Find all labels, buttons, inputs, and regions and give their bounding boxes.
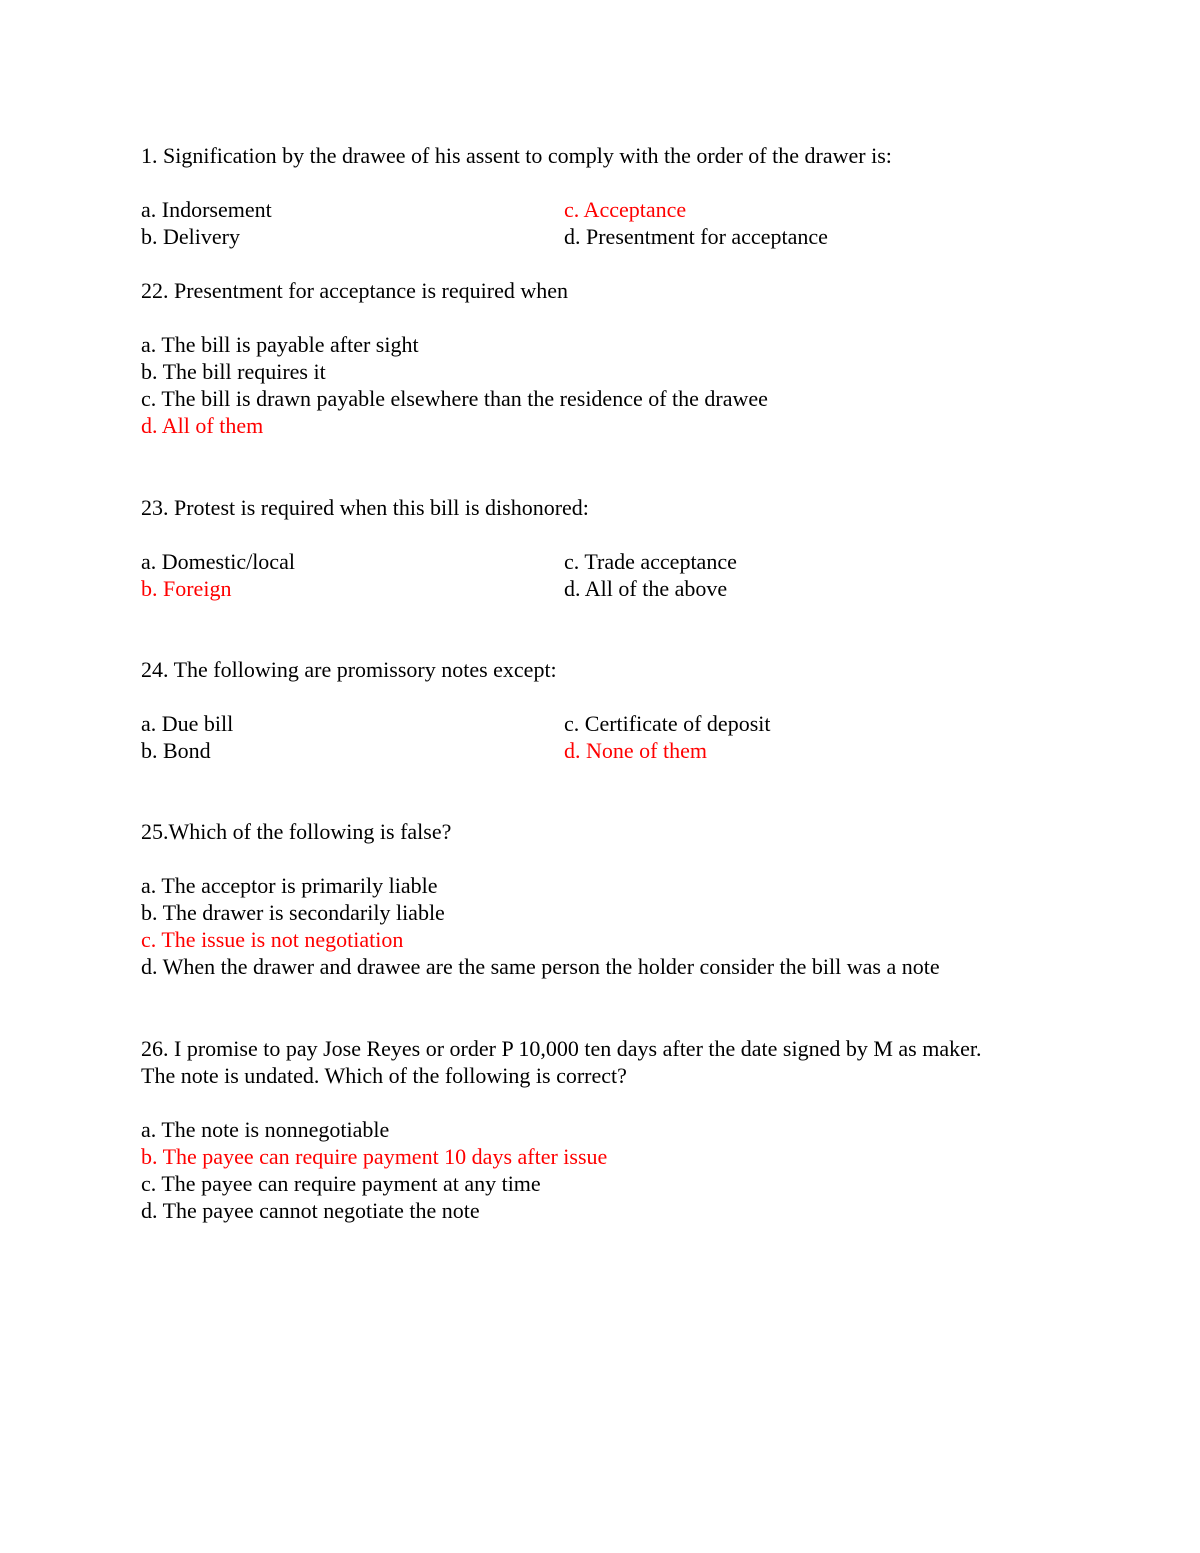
question-23-option-d: d. All of the above (564, 576, 728, 601)
question-23-stem: 23. Protest is required when this bill is dishonored: (141, 495, 589, 520)
question-22-option-a: a. The bill is payable after sight (141, 332, 419, 357)
question-26-option-d: d. The payee cannot negotiate the note (141, 1198, 480, 1223)
question-22-option-c: c. The bill is drawn payable elsewhere than the residence of the drawee (141, 386, 768, 411)
question-26-option-b: b. The payee can require payment 10 days after issue (141, 1144, 608, 1169)
question-22-option-b: b. The bill requires it (141, 359, 326, 384)
question-26-stem-line-1: 26. I promise to pay Jose Reyes or order P 10,000 ten days after the date signed by M as maker. (141, 1036, 982, 1061)
question-25-option-b: b. The drawer is secondarily liable (141, 900, 445, 925)
question-1-option-c: c. Acceptance (564, 197, 687, 222)
question-26-option-a: a. The note is nonnegotiable (141, 1117, 390, 1142)
question-24-option-d: d. None of them (564, 738, 707, 763)
question-25-stem: 25.Which of the following is false? (141, 819, 452, 844)
question-22-stem: 22. Presentment for acceptance is required when (141, 278, 568, 303)
question-25-option-d: d. When the drawer and drawee are the same person the holder consider the bill was a note (141, 954, 940, 979)
question-25-option-c: c. The issue is not negotiation (141, 927, 404, 952)
question-22-option-d: d. All of them (141, 413, 264, 438)
question-1-option-a: a. Indorsement (141, 197, 272, 222)
question-1-option-b: b. Delivery (141, 224, 240, 249)
question-26-stem-line-2: The note is undated. Which of the following is correct? (141, 1063, 627, 1088)
question-24-option-a: a. Due bill (141, 711, 234, 736)
question-25-option-a: a. The acceptor is primarily liable (141, 873, 438, 898)
question-24-option-c: c. Certificate of deposit (564, 711, 771, 736)
question-1-option-d: d. Presentment for acceptance (564, 224, 828, 249)
question-23-option-c: c. Trade acceptance (564, 549, 737, 574)
question-24-stem: 24. The following are promissory notes except: (141, 657, 557, 682)
question-23-option-a: a. Domestic/local (141, 549, 295, 574)
question-26-option-c: c. The payee can require payment at any time (141, 1171, 541, 1196)
question-24-option-b: b. Bond (141, 738, 211, 763)
question-1-stem: 1. Signification by the drawee of his assent to comply with the order of the drawer is: (141, 143, 892, 168)
question-23-option-b: b. Foreign (141, 576, 232, 601)
